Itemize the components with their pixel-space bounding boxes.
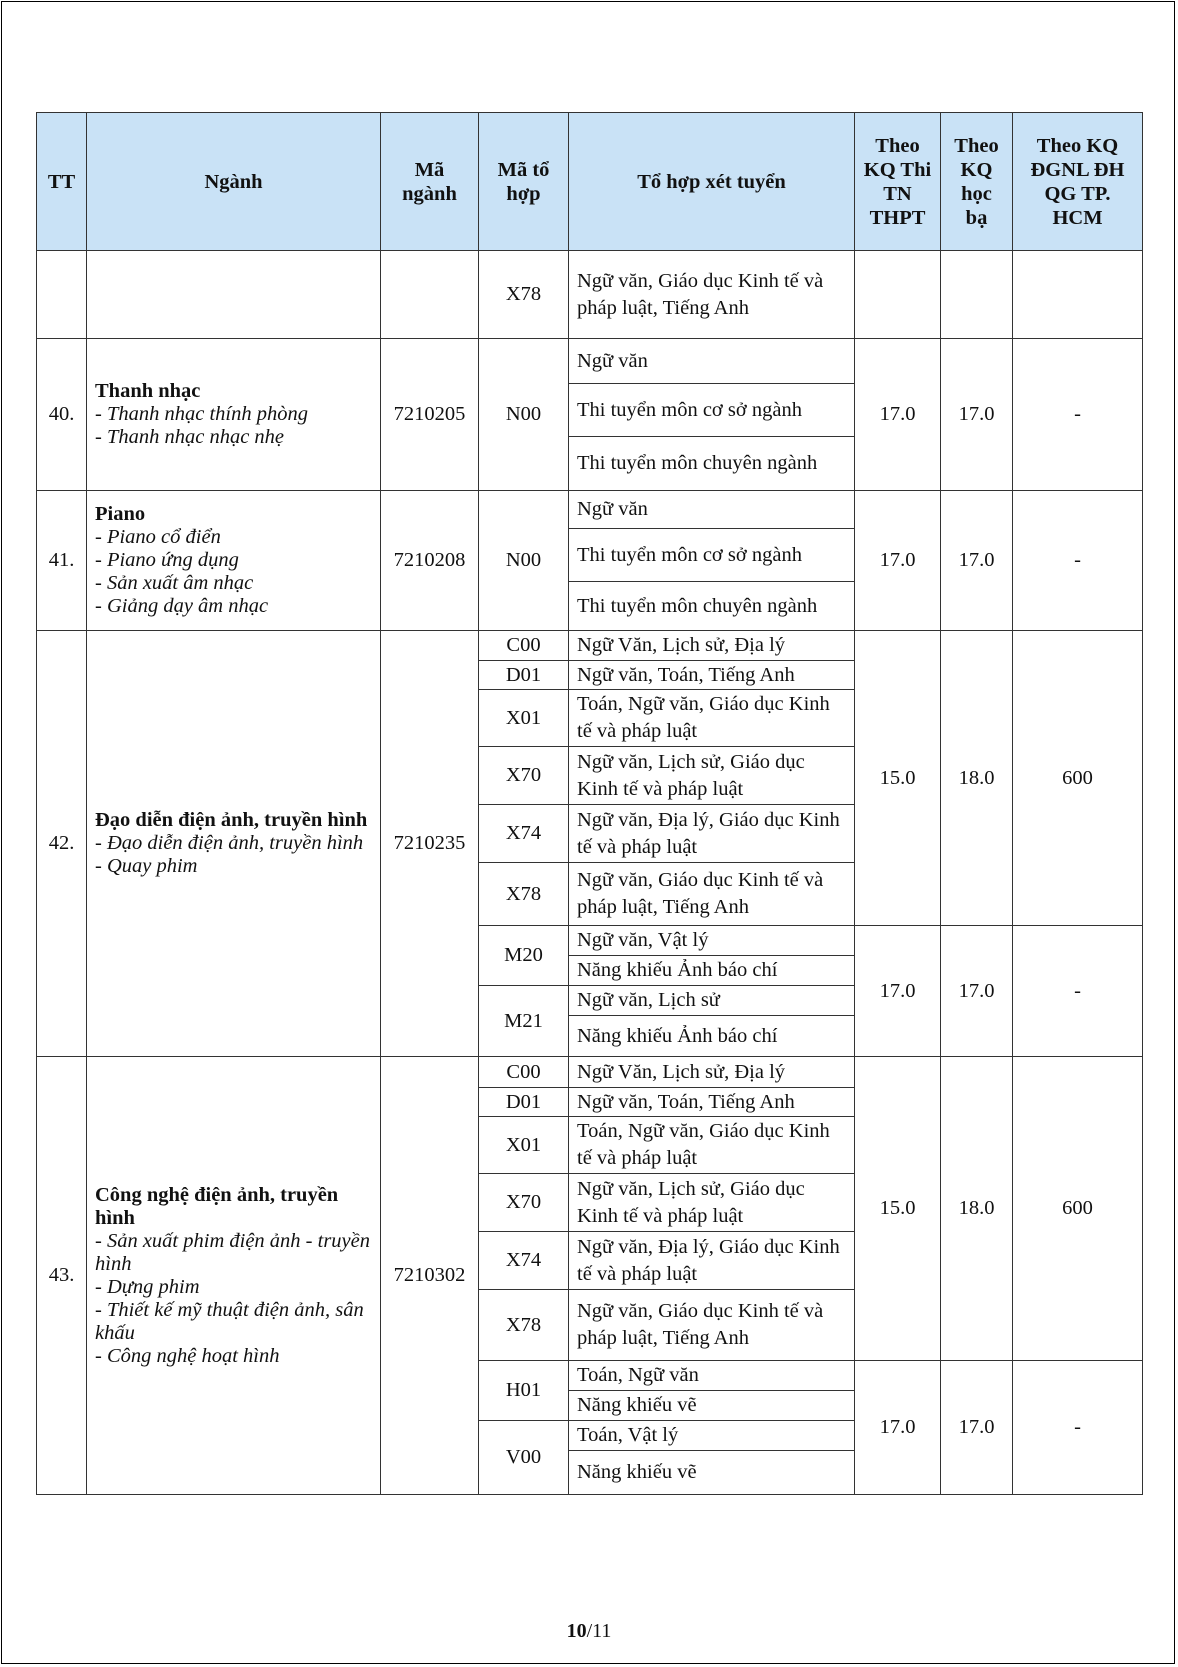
table-row [37, 339, 1143, 384]
code-cell: D01 [479, 1088, 569, 1117]
ma-nganh-cell: 7210235 [381, 631, 479, 1057]
major-name: Đạo diễn điện ảnh, truyền hình [95, 809, 368, 831]
subjects-cell: Toán, Ngữ văn [569, 1361, 855, 1391]
code-cell: X01 [479, 690, 569, 747]
subjects-cell: Ngữ văn, Giáo dục Kinh tế và pháp luật, Tiếng Anh [569, 251, 855, 339]
subjects-cell: Năng khiếu Ảnh báo chí [569, 1016, 855, 1057]
header-kq-hocba: Theo KQ học bạ [941, 113, 1013, 251]
ma-nganh-cell: 7210302 [381, 1057, 479, 1495]
subjects-cell: Thi tuyển môn chuyên ngành [569, 582, 855, 631]
subjects-cell: Ngữ Văn, Lịch sử, Địa lý [569, 631, 855, 661]
header-nganh: Ngành [87, 113, 381, 251]
table-row [37, 1057, 1143, 1088]
subjects-cell: Năng khiếu Ảnh báo chí [569, 956, 855, 986]
page-current: 10 [566, 1620, 587, 1642]
header-tt: TT [37, 113, 87, 251]
subjects-cell: Thi tuyển môn cơ sở ngành [569, 384, 855, 437]
kq-thpt-cell: 17.0 [855, 1361, 941, 1495]
code-cell: X74 [479, 1232, 569, 1290]
subjects-cell: Ngữ văn, Lịch sử, Giáo dục Kinh tế và pháp luật [569, 747, 855, 805]
tt-cell: 43. [37, 1057, 87, 1495]
kq-hocba-cell: 17.0 [941, 339, 1013, 491]
header-kq-thpt: Theo KQ Thi TN THPT [855, 113, 941, 251]
header-to-hop: Tổ hợp xét tuyển [569, 113, 855, 251]
major-sub: - Piano ứng dụng [95, 549, 239, 571]
ma-nganh-cell: 7210208 [381, 491, 479, 631]
header-ma-to-hop: Mã tổ hợp [479, 113, 569, 251]
subjects-cell: Ngữ văn, Lịch sử [569, 986, 855, 1016]
major-name: Thanh nhạc [95, 380, 201, 402]
subjects-cell: Toán, Ngữ văn, Giáo dục Kinh tế và pháp luật [569, 1117, 855, 1174]
ma-nganh-cell: 7210205 [381, 339, 479, 491]
tt-cell: 40. [37, 339, 87, 491]
table-row [37, 251, 1143, 339]
kq-hocba-cell: 18.0 [941, 1057, 1013, 1361]
major-name: Công nghệ điện ảnh, truyền hình [95, 1183, 339, 1229]
code-cell: X78 [479, 863, 569, 926]
nganh-cell [87, 1057, 381, 1495]
subjects-cell: Ngữ văn, Giáo dục Kinh tế và pháp luật, Tiếng Anh [569, 1290, 855, 1361]
kq-dgnl-cell: - [1013, 339, 1143, 491]
major-sub: - Sản xuất âm nhạc [95, 572, 254, 594]
kq-hocba-cell [941, 251, 1013, 339]
kq-dgnl-cell: 600 [1013, 631, 1143, 926]
kq-dgnl-cell: - [1013, 1361, 1143, 1495]
page-number [0, 1620, 1178, 1643]
subjects-cell: Ngữ văn, Địa lý, Giáo dục Kinh tế và pháp luật [569, 1232, 855, 1290]
major-sub: - Đạo diễn điện ảnh, truyền hình [95, 832, 364, 854]
code-cell: H01 [479, 1361, 569, 1421]
major-sub: - Quay phim [95, 855, 198, 877]
major-sub: - Thiết kế mỹ thuật điện ảnh, sân khấu [95, 1298, 364, 1344]
kq-thpt-cell: 15.0 [855, 631, 941, 926]
code-cell: M20 [479, 926, 569, 986]
major-sub: - Sản xuất phim điện ảnh - truyền hình [95, 1229, 370, 1275]
subjects-cell: Thi tuyển môn cơ sở ngành [569, 529, 855, 582]
subjects-cell: Ngữ văn [569, 491, 855, 529]
header-row [37, 113, 1143, 251]
header-kq-dgnl: Theo KQ ĐGNL ĐH QG TP. HCM [1013, 113, 1143, 251]
subjects-cell: Ngữ văn, Vật lý [569, 926, 855, 956]
subjects-cell: Ngữ văn, Lịch sử, Giáo dục Kinh tế và pháp luật [569, 1174, 855, 1232]
kq-hocba-cell: 18.0 [941, 631, 1013, 926]
subjects-cell: Ngữ văn, Toán, Tiếng Anh [569, 661, 855, 690]
kq-thpt-cell: 17.0 [855, 339, 941, 491]
major-sub: - Công nghệ hoạt hình [95, 1344, 280, 1367]
kq-thpt-cell: 17.0 [855, 491, 941, 631]
code-cell: N00 [479, 339, 569, 491]
tt-cell: 42. [37, 631, 87, 1057]
ma-nganh-cell [381, 251, 479, 339]
code-cell: X01 [479, 1117, 569, 1174]
code-cell: X70 [479, 747, 569, 805]
nganh-cell [87, 631, 381, 1057]
code-cell: X78 [479, 1290, 569, 1361]
code-cell: X78 [479, 251, 569, 339]
tt-cell: 41. [37, 491, 87, 631]
subjects-cell: Ngữ văn [569, 339, 855, 384]
table-row [37, 491, 1143, 529]
code-cell: M21 [479, 986, 569, 1057]
kq-thpt-cell: 15.0 [855, 1057, 941, 1361]
major-sub: - Dựng phim [95, 1275, 200, 1298]
nganh-cell [87, 491, 381, 631]
code-cell: D01 [479, 661, 569, 690]
code-cell: C00 [479, 631, 569, 661]
major-sub: - Thanh nhạc nhạc nhẹ [95, 426, 285, 448]
kq-dgnl-cell: - [1013, 926, 1143, 1057]
kq-thpt-cell [855, 251, 941, 339]
major-sub: - Giảng dạy âm nhạc [95, 595, 269, 617]
kq-dgnl-cell: 600 [1013, 1057, 1143, 1361]
code-cell: N00 [479, 491, 569, 631]
nganh-cell [87, 339, 381, 491]
kq-hocba-cell: 17.0 [941, 1361, 1013, 1495]
subjects-cell: Ngữ văn, Giáo dục Kinh tế và pháp luật, Tiếng Anh [569, 863, 855, 926]
subjects-cell: Toán, Ngữ văn, Giáo dục Kinh tế và pháp luật [569, 690, 855, 747]
kq-dgnl-cell: - [1013, 491, 1143, 631]
page-total: /11 [586, 1620, 612, 1642]
subjects-cell: Thi tuyển môn chuyên ngành [569, 437, 855, 491]
subjects-cell: Năng khiếu vẽ [569, 1391, 855, 1421]
table-row [37, 631, 1143, 661]
kq-hocba-cell: 17.0 [941, 926, 1013, 1057]
major-sub: - Thanh nhạc thính phòng [95, 403, 308, 425]
code-cell: C00 [479, 1057, 569, 1088]
header-ma-nganh: Mã ngành [381, 113, 479, 251]
code-cell: X70 [479, 1174, 569, 1232]
code-cell: V00 [479, 1421, 569, 1495]
code-cell: X74 [479, 805, 569, 863]
subjects-cell: Ngữ Văn, Lịch sử, Địa lý [569, 1057, 855, 1088]
kq-hocba-cell: 17.0 [941, 491, 1013, 631]
kq-thpt-cell: 17.0 [855, 926, 941, 1057]
subjects-cell: Toán, Vật lý [569, 1421, 855, 1451]
major-name: Piano [95, 503, 146, 525]
subjects-cell: Ngữ văn, Toán, Tiếng Anh [569, 1088, 855, 1117]
tt-cell [37, 251, 87, 339]
nganh-cell [87, 251, 381, 339]
subjects-cell: Ngữ văn, Địa lý, Giáo dục Kinh tế và pháp luật [569, 805, 855, 863]
major-sub: - Piano cổ điển [95, 526, 221, 548]
admission-table [36, 112, 1143, 1495]
kq-dgnl-cell [1013, 251, 1143, 339]
subjects-cell: Năng khiếu vẽ [569, 1451, 855, 1495]
